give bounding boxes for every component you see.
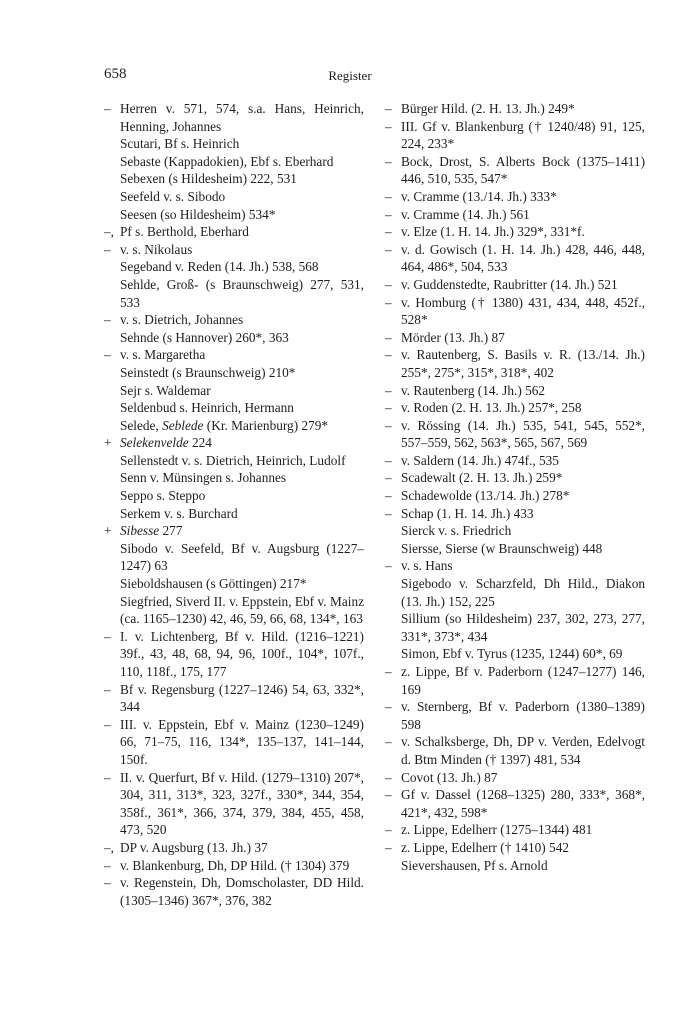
index-entry <box>104 311 364 329</box>
entry-text: Bürger Hild. (2. H. 13. Jh.) 249* <box>401 101 575 116</box>
entry-lead-mark: – <box>385 505 392 521</box>
index-entry <box>385 294 645 329</box>
index-entry <box>385 769 645 787</box>
entry-text: Sejr s. Waldemar <box>120 382 211 398</box>
index-entry <box>385 399 645 417</box>
entry-lead-mark: – <box>385 664 392 679</box>
entry-text: Sieboldshausen (s Göttingen) 217* <box>120 576 307 592</box>
index-entry <box>104 399 364 417</box>
index-entry <box>104 329 364 347</box>
entry-text: v. Schalksberge, Dh, DP v. Verden, Edelvogt d. Btm Minden († 1397) 481, 534 <box>401 734 645 767</box>
index-entry <box>385 346 645 381</box>
entry-text: Seinstedt (s Braunschweig) 210* <box>120 364 296 380</box>
entry-text: z. Lippe, Bf v. Paderborn (1247–1277) 146, 169 <box>401 664 645 697</box>
entry-text: v. s. Hans <box>401 558 453 574</box>
entry-text: Sebaste (Kappadokien), Ebf s. Eberhard <box>120 153 334 169</box>
page-number: 658 <box>104 66 127 82</box>
entry-text: III. v. Eppstein, Ebf v. Mainz (1230–1249) 66, 71–75, 116, 134*, 135–137, 141–144, 150f. <box>120 716 364 767</box>
entry-text: Mörder (13. Jh.) 87 <box>401 329 505 345</box>
entry-lead-mark: – <box>385 382 392 398</box>
index-entry <box>385 118 645 153</box>
index-entry <box>385 206 645 224</box>
index-entry <box>385 469 645 487</box>
index-entry <box>385 610 645 645</box>
entry-lead-mark: – <box>385 224 392 240</box>
index-entry <box>104 100 364 135</box>
entry-lead-mark: – <box>385 488 392 504</box>
index-entry <box>385 522 645 540</box>
index-entry <box>385 487 645 505</box>
entry-lead-mark: – <box>385 276 392 292</box>
running-head: Register <box>328 68 372 83</box>
left-column <box>104 100 364 909</box>
entry-text: v. Rössing (14. Jh.) 535, 541, 545, 552*, 557–559, 562, 563*, 565, 567, 569 <box>401 417 645 451</box>
index-entry <box>385 382 645 400</box>
index-entry <box>385 663 645 698</box>
index-entry <box>104 487 364 505</box>
index-entry <box>385 575 645 610</box>
index-entry <box>104 364 364 382</box>
index-entry <box>385 223 645 241</box>
index-entry <box>385 329 645 347</box>
entry-lead-mark: – <box>385 153 392 169</box>
entry-text: Seesen (so Hildesheim) 534* <box>120 206 276 222</box>
entry-text: Schadewolde (13./14. Jh.) 278* <box>401 488 570 504</box>
index-entry <box>104 170 364 188</box>
index-entry <box>385 698 645 733</box>
entry-text: Siegfried, Siverd II. v. Eppstein, Ebf v. Mainz (ca. 1165–1230) 42, 46, 59, 66, 68, 134*, 163 <box>120 593 364 627</box>
index-entry <box>385 839 645 857</box>
entry-text: DP v. Augsburg (13. Jh.) 37 <box>120 839 268 855</box>
entry-text: Sievershausen, Pf s. Arnold <box>401 857 548 873</box>
index-entry <box>385 857 645 875</box>
index-entry <box>104 469 364 487</box>
index-entry <box>104 628 364 681</box>
index-entry <box>385 188 645 206</box>
entry-tail: 277 <box>162 523 183 539</box>
index-entry <box>104 839 364 857</box>
entry-lead-mark: – <box>104 716 111 732</box>
index-entry <box>104 382 364 400</box>
entry-lead-mark: – <box>385 101 392 116</box>
entry-text: Pf s. Berthold, Eberhard <box>120 224 249 240</box>
index-entry <box>104 258 364 276</box>
entry-text: Herren v. 571, 574, s.a. Hans, Heinrich, Henning, Johannes <box>120 101 364 134</box>
entry-italic-name: Seblede <box>162 417 204 433</box>
index-entry <box>104 223 364 241</box>
entry-text: v. Homburg († 1380) 431, 434, 448, 452f., 528* <box>401 294 645 328</box>
entry-lead-mark: – <box>104 875 111 891</box>
index-entry <box>385 100 645 118</box>
entry-text: v. Cramme (14. Jh.) 561 <box>401 206 530 222</box>
entry-lead-mark: – <box>385 118 392 134</box>
index-entry <box>104 241 364 259</box>
index-entry <box>104 434 364 452</box>
entry-text: II. v. Querfurt, Bf v. Hild. (1279–1310) 207*, 304, 311, 313*, 323, 327f., 330*, 344, 354, 358f., 361*, 366, 374, 379, 384, 455, 458, 473, 520 <box>120 769 364 838</box>
entry-text: Sillium (so Hildesheim) 237, 302, 273, 277, 331*, 373*, 434 <box>401 611 645 644</box>
entry-text: v. Blankenburg, Dh, DP Hild. († 1304) 379 <box>120 857 350 873</box>
index-entry <box>385 505 645 523</box>
index-entry <box>104 857 364 875</box>
entry-lead-mark: – <box>385 188 392 204</box>
index-entry <box>385 241 645 276</box>
index-entry <box>385 733 645 768</box>
index-entry <box>385 276 645 294</box>
entry-lead-mark: – <box>104 241 111 257</box>
entry-lead-mark: – <box>104 101 111 116</box>
entry-lead-mark: – <box>104 857 111 873</box>
right-column <box>385 100 645 874</box>
entry-text: v. Cramme (13./14. Jh.) 333* <box>401 188 557 204</box>
entry-lead-mark: – <box>385 787 392 803</box>
entry-text: Sigebodo v. Scharzfeld, Dh Hild., Diakon (13. Jh.) 152, 225 <box>401 576 645 609</box>
entry-text: Scutari, Bf s. Heinrich <box>120 136 240 152</box>
entry-text: v. Saldern (14. Jh.) 474f., 535 <box>401 452 559 468</box>
entry-italic-name: Sibesse <box>120 523 160 539</box>
entry-lead-mark: – <box>385 347 392 363</box>
entry-text: Sibodo v. Seefeld, Bf v. Augsburg (1227–1247) 63 <box>120 540 364 574</box>
entry-text: Sierck v. s. Friedrich <box>401 523 512 539</box>
index-entry <box>104 522 364 540</box>
entry-lead-mark: – <box>385 839 392 855</box>
entry-text: Seldenbud s. Heinrich, Hermann <box>120 400 294 416</box>
index-entry <box>385 786 645 821</box>
entry-text: Serkem v. s. Burchard <box>120 505 238 521</box>
entry-lead-mark: – <box>385 470 392 486</box>
index-entry <box>385 821 645 839</box>
entry-text: Scadewalt (2. H. 13. Jh.) 259* <box>401 470 563 486</box>
page-header <box>0 66 700 90</box>
entry-tail: (Kr. Marienburg) 279* <box>206 417 329 433</box>
entry-text: Bock, Drost, S. Alberts Bock (1375–1411) 446, 510, 535, 547* <box>401 153 645 187</box>
index-entry <box>104 575 364 593</box>
index-entry <box>385 153 645 188</box>
index-entry <box>104 153 364 171</box>
index-entry <box>104 188 364 206</box>
index-entry <box>104 769 364 839</box>
entry-text: Siersse, Sierse (w Braunschweig) 448 <box>401 540 603 556</box>
entry-text: Sehlde, Groß- (s Braunschweig) 277, 531, 533 <box>120 276 364 310</box>
entry-text: v. Regenstein, Dh, Domscholaster, DD Hild. (1305–1346) 367*, 376, 382 <box>120 875 364 908</box>
entry-text: Covot (13. Jh.) 87 <box>401 769 498 785</box>
index-entry <box>104 206 364 224</box>
entry-text: v. s. Nikolaus <box>120 241 193 257</box>
index-entry <box>385 557 645 575</box>
entry-text: v. Sternberg, Bf v. Paderborn (1380–1389) 598 <box>401 699 645 732</box>
entry-text: Gf v. Dassel (1268–1325) 280, 333*, 368*, 421*, 432, 598* <box>401 787 645 820</box>
index-entry <box>104 452 364 470</box>
entry-lead-mark: – <box>385 558 392 574</box>
entry-text: Segeband v. Reden (14. Jh.) 538, 568 <box>120 259 319 275</box>
entry-lead-mark: + <box>104 523 112 539</box>
entry-text: v. Roden (2. H. 13. Jh.) 257*, 258 <box>401 400 582 416</box>
entry-text: v. s. Dietrich, Johannes <box>120 312 244 328</box>
entry-text: Bf v. Regensburg (1227–1246) 54, 63, 332*, 344 <box>120 681 364 715</box>
index-entry <box>104 135 364 153</box>
index-entry <box>385 540 645 558</box>
entry-text: Schap (1. H. 14. Jh.) 433 <box>401 505 534 521</box>
entry-lead-mark: – <box>104 312 111 328</box>
entry-text: v. Rautenberg, S. Basils v. R. (13./14. Jh.) 255*, 275*, 315*, 318*, 402 <box>401 347 645 380</box>
entry-italic-name: Selekenvelde <box>120 435 189 451</box>
entry-text: v. s. Margaretha <box>120 347 206 363</box>
entry-lead-mark: – <box>385 452 392 468</box>
entry-lead-mark: – <box>385 417 392 433</box>
entry-text: Sellenstedt v. s. Dietrich, Heinrich, Ludolf <box>120 452 346 468</box>
entry-lead-mark: – <box>385 734 392 750</box>
entry-text: Sehnde (s Hannover) 260*, 363 <box>120 329 289 345</box>
entry-text: Selede, <box>120 417 159 433</box>
entry-text: Seefeld v. s. Sibodo <box>120 188 226 204</box>
entry-text: Senn v. Münsingen s. Johannes <box>120 470 287 486</box>
entry-text: z. Lippe, Edelherr († 1410) 542 <box>401 839 570 855</box>
entry-lead-mark: – <box>385 400 392 416</box>
index-entry <box>104 681 364 716</box>
entry-text: z. Lippe, Edelherr (1275–1344) 481 <box>401 822 593 838</box>
entry-text: v. Elze (1. H. 14. Jh.) 329*, 331*f. <box>401 224 585 240</box>
index-entry <box>104 540 364 575</box>
entry-lead-mark: – <box>104 347 111 363</box>
entry-lead-mark: – <box>385 699 392 715</box>
entry-lead-mark: – <box>385 241 392 257</box>
entry-text: I. v. Lichtenberg, Bf v. Hild. (1216–1221) 39f., 43, 48, 68, 94, 96, 100f., 104*, 107f., 110, 118f., 175, 177 <box>120 628 364 679</box>
entry-lead-mark: – <box>385 294 392 310</box>
entry-lead-mark: – <box>385 329 392 345</box>
index-entry <box>104 346 364 364</box>
index-entry <box>104 276 364 311</box>
index-entry <box>385 417 645 452</box>
entry-lead-mark: + <box>104 435 112 451</box>
index-entry <box>104 716 364 769</box>
entry-lead-mark: – <box>385 822 392 838</box>
entry-lead-mark: – <box>104 681 111 697</box>
index-entry <box>104 874 364 909</box>
entry-lead-mark: – <box>104 769 111 785</box>
entry-text: III. Gf v. Blankenburg († 1240/48) 91, 125, 224, 233* <box>401 118 645 152</box>
index-entry <box>104 505 364 523</box>
entry-text: Seppo s. Steppo <box>120 488 206 504</box>
entry-text: Sebexen (s Hildesheim) 222, 531 <box>120 171 297 187</box>
entry-text: Simon, Ebf v. Tyrus (1235, 1244) 60*, 69 <box>401 646 623 662</box>
entry-text: v. d. Gowisch (1. H. 14. Jh.) 428, 446, 448, 464, 486*, 504, 533 <box>401 241 645 275</box>
index-entry <box>104 417 364 435</box>
entry-lead-mark: –, <box>104 224 114 240</box>
entry-lead-mark: –, <box>104 839 114 855</box>
entry-lead-mark: – <box>385 769 392 785</box>
entry-lead-mark: – <box>104 628 111 644</box>
index-entry <box>385 645 645 663</box>
entry-text: v. Guddenstedte, Raubritter (14. Jh.) 521 <box>401 276 618 292</box>
entry-text: v. Rautenberg (14. Jh.) 562 <box>401 382 546 398</box>
index-entry <box>104 593 364 628</box>
index-entry <box>385 452 645 470</box>
entry-lead-mark: – <box>385 206 392 222</box>
entry-tail: 224 <box>191 435 212 451</box>
